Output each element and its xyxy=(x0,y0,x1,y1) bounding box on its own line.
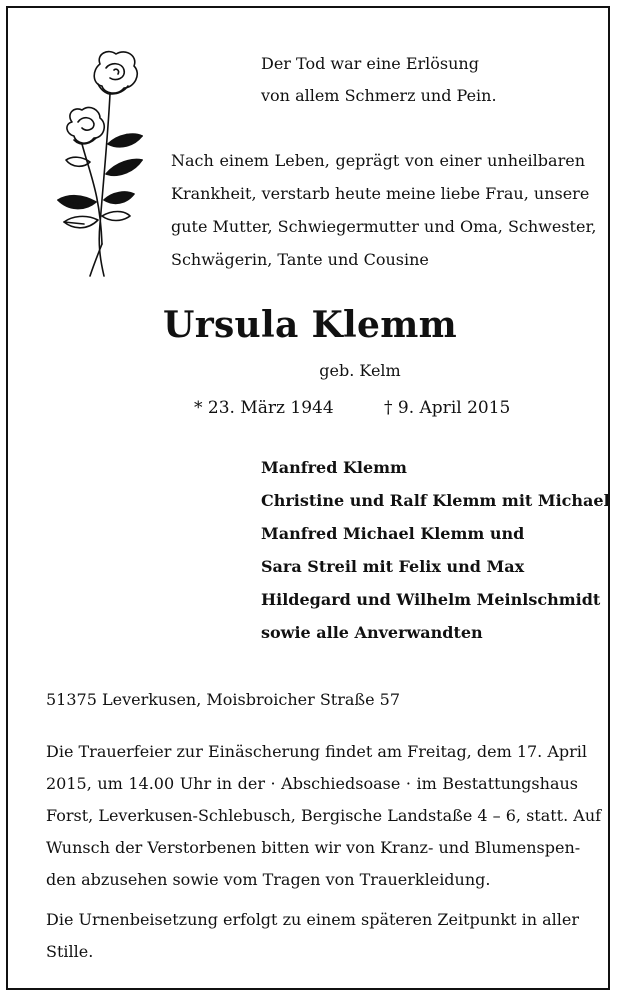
family-line-6: sowie alle Anverwandten xyxy=(261,623,483,642)
family-line-1: Manfred Klemm xyxy=(261,458,407,477)
family-line-4: Sara Streil mit Felix und Max xyxy=(261,557,525,576)
intro-line-1: Nach einem Leben, geprägt von einer unheilbaren xyxy=(171,151,585,170)
address: 51375 Leverkusen, Moisbroicher Straße 57 xyxy=(46,690,401,709)
family-line-3: Manfred Michael Klemm und xyxy=(261,524,525,543)
rose-icon xyxy=(38,44,158,282)
quote-line-1: Der Tod war eine Erlösung xyxy=(261,54,479,73)
deceased-name: Ursula Klemm xyxy=(163,304,457,346)
urn-line-1: Die Urnenbeisetzung erfolgt zu einem späteren Zeitpunkt in aller xyxy=(46,910,579,929)
ceremony-line-5: den abzusehen sowie vom Tragen von Trauerkleidung. xyxy=(46,870,491,889)
family-line-5: Hildegard und Wilhelm Meinlschmidt xyxy=(261,590,601,609)
intro-line-2: Krankheit, verstarb heute meine liebe Frau, unsere xyxy=(171,184,590,203)
birth-date: * 23. März 1944 xyxy=(194,398,334,418)
ceremony-line-4: Wunsch der Verstorbenen bitten wir von Kranz- und Blumenspen- xyxy=(46,838,581,857)
ceremony-line-3: Forst, Leverkusen-Schlebusch, Bergische Landstaße 4 – 6, statt. Auf xyxy=(46,806,602,825)
maiden-name: geb. Kelm xyxy=(319,361,401,380)
quote-line-2: von allem Schmerz und Pein. xyxy=(261,86,497,105)
ceremony-line-1: Die Trauerfeier zur Einäscherung findet am Freitag, dem 17. April xyxy=(46,742,588,761)
death-date: † 9. April 2015 xyxy=(384,398,511,418)
ceremony-line-2: 2015, um 14.00 Uhr in der · Abschiedsoase · im Bestattungshaus xyxy=(46,774,578,793)
family-line-2: Christine und Ralf Klemm mit Michael xyxy=(261,491,610,510)
notice-frame xyxy=(6,6,610,990)
intro-line-4: Schwägerin, Tante und Cousine xyxy=(171,250,429,269)
urn-line-2: Stille. xyxy=(46,942,94,961)
intro-line-3: gute Mutter, Schwiegermutter und Oma, Schwester, xyxy=(171,217,597,236)
